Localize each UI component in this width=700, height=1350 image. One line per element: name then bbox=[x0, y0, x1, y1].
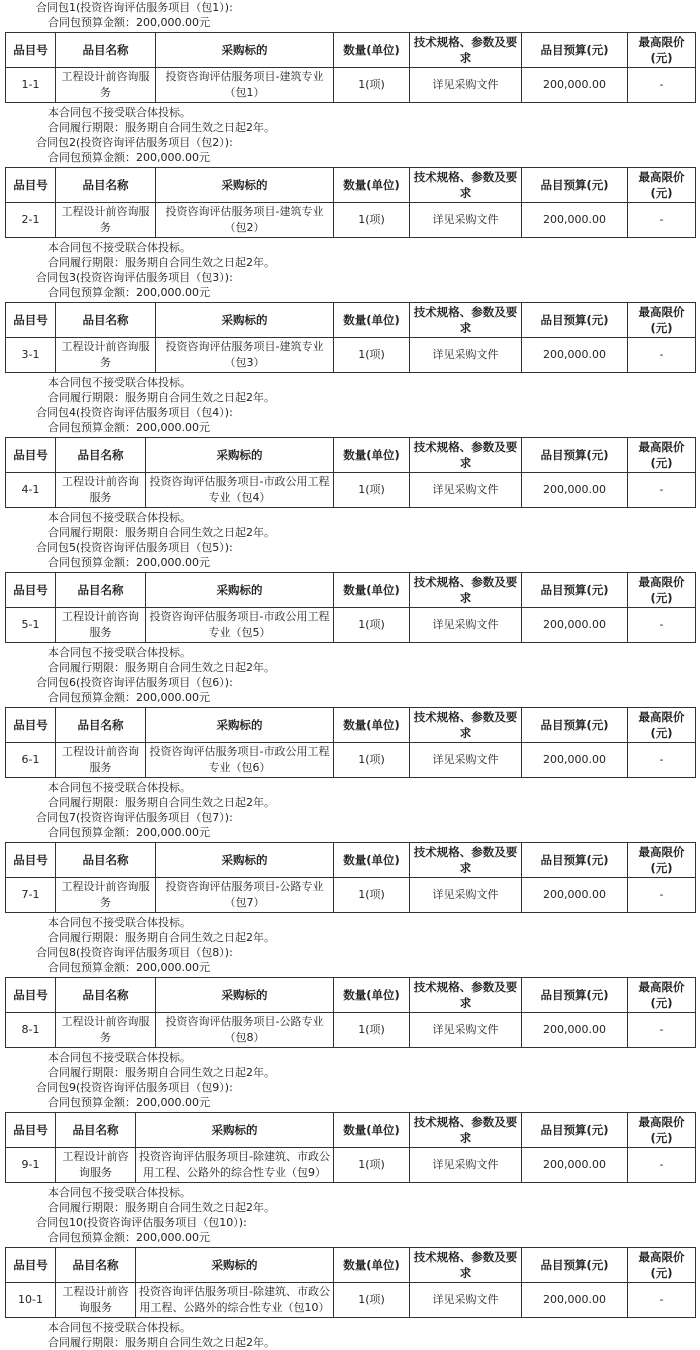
spec-cell: 详见采购文件 bbox=[410, 878, 522, 913]
consortium-note: 本合同包不接受联合体投标。 bbox=[48, 1051, 191, 1064]
package-table bbox=[5, 707, 696, 778]
package-table bbox=[5, 572, 696, 643]
consortium-note: 本合同包不接受联合体投标。 bbox=[48, 916, 191, 929]
header-item-name: 品目名称 bbox=[56, 33, 156, 68]
spec-cell: 详见采购文件 bbox=[410, 608, 522, 643]
header-max-price: 最高限价(元) bbox=[628, 33, 696, 68]
header-item-number: 品目号 bbox=[6, 168, 56, 203]
header-item-number: 品目号 bbox=[6, 303, 56, 338]
header-max-price: 最高限价(元) bbox=[628, 168, 696, 203]
item-name-cell: 工程设计前咨询服务 bbox=[56, 203, 156, 238]
header-item-number: 品目号 bbox=[6, 708, 56, 743]
procurement-subject-cell: 投资咨询评估服务项目-建筑专业（包3） bbox=[156, 338, 334, 373]
item-name-cell: 工程设计前咨询服务 bbox=[56, 608, 146, 643]
table-header-row bbox=[6, 33, 696, 68]
header-item-number: 品目号 bbox=[6, 1248, 56, 1283]
max-price-cell: - bbox=[628, 338, 696, 373]
package-table bbox=[5, 437, 696, 508]
header-item-budget: 品目预算(元) bbox=[522, 978, 628, 1013]
header-procurement-subject: 采购标的 bbox=[156, 843, 334, 878]
max-price-cell: - bbox=[628, 1148, 696, 1183]
header-spec: 技术规格、参数及要求 bbox=[410, 708, 522, 743]
table-header-row bbox=[6, 1113, 696, 1148]
header-procurement-subject: 采购标的 bbox=[136, 1113, 334, 1148]
item-name-cell: 工程设计前咨询服务 bbox=[56, 1148, 136, 1183]
table-row bbox=[6, 1283, 696, 1318]
item-budget-cell: 200,000.00 bbox=[522, 608, 628, 643]
quantity-cell: 1(项) bbox=[334, 608, 410, 643]
header-item-name: 品目名称 bbox=[56, 708, 146, 743]
contract-package-section bbox=[0, 945, 700, 1080]
package-budget: 合同包预算金额：200,000.00元 bbox=[48, 286, 210, 299]
consortium-note: 本合同包不接受联合体投标。 bbox=[48, 646, 191, 659]
header-quantity: 数量(单位) bbox=[334, 708, 410, 743]
consortium-note: 本合同包不接受联合体投标。 bbox=[48, 241, 191, 254]
consortium-note: 本合同包不接受联合体投标。 bbox=[48, 1321, 191, 1334]
header-quantity: 数量(单位) bbox=[334, 303, 410, 338]
item-number-cell: 9-1 bbox=[6, 1148, 56, 1183]
header-item-number: 品目号 bbox=[6, 33, 56, 68]
package-title: 合同包9(投资咨询评估服务项目（包9）): bbox=[36, 1081, 233, 1094]
spec-cell: 详见采购文件 bbox=[410, 743, 522, 778]
item-budget-cell: 200,000.00 bbox=[522, 473, 628, 508]
header-spec: 技术规格、参数及要求 bbox=[410, 978, 522, 1013]
item-budget-cell: 200,000.00 bbox=[522, 68, 628, 103]
item-name-cell: 工程设计前咨询服务 bbox=[56, 338, 156, 373]
package-title: 合同包3(投资咨询评估服务项目（包3）): bbox=[36, 271, 233, 284]
max-price-cell: - bbox=[628, 743, 696, 778]
table-header-row bbox=[6, 573, 696, 608]
spec-cell: 详见采购文件 bbox=[410, 1283, 522, 1318]
quantity-cell: 1(项) bbox=[334, 473, 410, 508]
contract-package-section bbox=[0, 135, 700, 270]
header-max-price: 最高限价(元) bbox=[628, 1113, 696, 1148]
package-budget: 合同包预算金额：200,000.00元 bbox=[48, 961, 210, 974]
contract-package-section bbox=[0, 540, 700, 675]
header-max-price: 最高限价(元) bbox=[628, 438, 696, 473]
header-quantity: 数量(单位) bbox=[334, 1248, 410, 1283]
package-budget: 合同包预算金额：200,000.00元 bbox=[48, 1096, 210, 1109]
procurement-subject-cell: 投资咨询评估服务项目-除建筑、市政公用工程、公路外的综合性专业（包9） bbox=[136, 1148, 334, 1183]
package-title: 合同包10(投资咨询评估服务项目（包10）): bbox=[36, 1216, 247, 1229]
max-price-cell: - bbox=[628, 608, 696, 643]
table-row bbox=[6, 338, 696, 373]
header-item-name: 品目名称 bbox=[56, 1113, 136, 1148]
table-header-row bbox=[6, 1248, 696, 1283]
table-header-row bbox=[6, 708, 696, 743]
procurement-subject-cell: 投资咨询评估服务项目-市政公用工程专业（包6） bbox=[146, 743, 334, 778]
header-quantity: 数量(单位) bbox=[334, 978, 410, 1013]
header-item-name: 品目名称 bbox=[56, 1248, 136, 1283]
table-header-row bbox=[6, 843, 696, 878]
quantity-cell: 1(项) bbox=[334, 338, 410, 373]
package-table bbox=[5, 842, 696, 913]
header-max-price: 最高限价(元) bbox=[628, 708, 696, 743]
header-procurement-subject: 采购标的 bbox=[136, 1248, 334, 1283]
package-title: 合同包4(投资咨询评估服务项目（包4）): bbox=[36, 406, 233, 419]
item-number-cell: 10-1 bbox=[6, 1283, 56, 1318]
table-row bbox=[6, 1013, 696, 1048]
header-item-number: 品目号 bbox=[6, 1113, 56, 1148]
table-row bbox=[6, 1148, 696, 1183]
item-number-cell: 6-1 bbox=[6, 743, 56, 778]
max-price-cell: - bbox=[628, 203, 696, 238]
package-budget: 合同包预算金额：200,000.00元 bbox=[48, 151, 210, 164]
header-item-budget: 品目预算(元) bbox=[522, 33, 628, 68]
header-item-name: 品目名称 bbox=[56, 438, 146, 473]
table-row bbox=[6, 743, 696, 778]
header-max-price: 最高限价(元) bbox=[628, 978, 696, 1013]
procurement-subject-cell: 投资咨询评估服务项目-建筑专业（包1） bbox=[156, 68, 334, 103]
header-item-budget: 品目预算(元) bbox=[522, 438, 628, 473]
spec-cell: 详见采购文件 bbox=[410, 1013, 522, 1048]
max-price-cell: - bbox=[628, 1013, 696, 1048]
contract-term-note: 合同履行期限：服务期自合同生效之日起2年。 bbox=[48, 661, 275, 674]
header-spec: 技术规格、参数及要求 bbox=[410, 303, 522, 338]
header-item-budget: 品目预算(元) bbox=[522, 843, 628, 878]
header-max-price: 最高限价(元) bbox=[628, 303, 696, 338]
header-item-name: 品目名称 bbox=[56, 303, 156, 338]
contract-term-note: 合同履行期限：服务期自合同生效之日起2年。 bbox=[48, 931, 275, 944]
table-row bbox=[6, 878, 696, 913]
package-title: 合同包2(投资咨询评估服务项目（包2）): bbox=[36, 136, 233, 149]
contract-package-section bbox=[0, 810, 700, 945]
header-item-name: 品目名称 bbox=[56, 978, 156, 1013]
package-table bbox=[5, 167, 696, 238]
procurement-subject-cell: 投资咨询评估服务项目-建筑专业（包2） bbox=[156, 203, 334, 238]
contract-package-section bbox=[0, 1080, 700, 1215]
contract-package-section bbox=[0, 675, 700, 810]
item-budget-cell: 200,000.00 bbox=[522, 743, 628, 778]
procurement-subject-cell: 投资咨询评估服务项目-市政公用工程专业（包4） bbox=[146, 473, 334, 508]
item-number-cell: 8-1 bbox=[6, 1013, 56, 1048]
package-table bbox=[5, 32, 696, 103]
contract-package-section bbox=[0, 405, 700, 540]
spec-cell: 详见采购文件 bbox=[410, 473, 522, 508]
header-item-number: 品目号 bbox=[6, 843, 56, 878]
header-spec: 技术规格、参数及要求 bbox=[410, 843, 522, 878]
consortium-note: 本合同包不接受联合体投标。 bbox=[48, 1186, 191, 1199]
header-item-name: 品目名称 bbox=[56, 843, 156, 878]
package-title: 合同包8(投资咨询评估服务项目（包8）): bbox=[36, 946, 233, 959]
contract-term-note: 合同履行期限：服务期自合同生效之日起2年。 bbox=[48, 796, 275, 809]
package-table bbox=[5, 1247, 696, 1318]
package-table bbox=[5, 1112, 696, 1183]
header-quantity: 数量(单位) bbox=[334, 33, 410, 68]
package-budget: 合同包预算金额：200,000.00元 bbox=[48, 556, 210, 569]
item-name-cell: 工程设计前咨询服务 bbox=[56, 1283, 136, 1318]
table-header-row bbox=[6, 168, 696, 203]
header-item-number: 品目号 bbox=[6, 438, 56, 473]
contract-term-note: 合同履行期限：服务期自合同生效之日起2年。 bbox=[48, 526, 275, 539]
header-item-budget: 品目预算(元) bbox=[522, 1248, 628, 1283]
table-header-row bbox=[6, 978, 696, 1013]
item-budget-cell: 200,000.00 bbox=[522, 338, 628, 373]
header-item-name: 品目名称 bbox=[56, 168, 156, 203]
item-budget-cell: 200,000.00 bbox=[522, 1013, 628, 1048]
item-number-cell: 3-1 bbox=[6, 338, 56, 373]
header-item-budget: 品目预算(元) bbox=[522, 168, 628, 203]
contract-package-section bbox=[0, 0, 700, 135]
header-procurement-subject: 采购标的 bbox=[156, 168, 334, 203]
header-procurement-subject: 采购标的 bbox=[146, 438, 334, 473]
header-quantity: 数量(单位) bbox=[334, 573, 410, 608]
spec-cell: 详见采购文件 bbox=[410, 1148, 522, 1183]
header-item-number: 品目号 bbox=[6, 978, 56, 1013]
contract-package-section bbox=[0, 1215, 700, 1350]
header-spec: 技术规格、参数及要求 bbox=[410, 438, 522, 473]
procurement-subject-cell: 投资咨询评估服务项目-公路专业（包7） bbox=[156, 878, 334, 913]
item-name-cell: 工程设计前咨询服务 bbox=[56, 473, 146, 508]
item-budget-cell: 200,000.00 bbox=[522, 203, 628, 238]
package-title: 合同包5(投资咨询评估服务项目（包5）): bbox=[36, 541, 233, 554]
item-number-cell: 2-1 bbox=[6, 203, 56, 238]
package-title: 合同包6(投资咨询评估服务项目（包6）): bbox=[36, 676, 233, 689]
item-name-cell: 工程设计前咨询服务 bbox=[56, 1013, 156, 1048]
header-procurement-subject: 采购标的 bbox=[146, 708, 334, 743]
item-number-cell: 5-1 bbox=[6, 608, 56, 643]
item-budget-cell: 200,000.00 bbox=[522, 1148, 628, 1183]
header-item-number: 品目号 bbox=[6, 573, 56, 608]
quantity-cell: 1(项) bbox=[334, 878, 410, 913]
consortium-note: 本合同包不接受联合体投标。 bbox=[48, 376, 191, 389]
package-table bbox=[5, 302, 696, 373]
contract-term-note: 合同履行期限：服务期自合同生效之日起2年。 bbox=[48, 1336, 275, 1349]
package-budget: 合同包预算金额：200,000.00元 bbox=[48, 16, 210, 29]
item-name-cell: 工程设计前咨询服务 bbox=[56, 743, 146, 778]
contract-term-note: 合同履行期限：服务期自合同生效之日起2年。 bbox=[48, 1066, 275, 1079]
header-quantity: 数量(单位) bbox=[334, 168, 410, 203]
table-row bbox=[6, 608, 696, 643]
header-item-name: 品目名称 bbox=[56, 573, 146, 608]
header-item-budget: 品目预算(元) bbox=[522, 708, 628, 743]
item-number-cell: 7-1 bbox=[6, 878, 56, 913]
header-spec: 技术规格、参数及要求 bbox=[410, 1248, 522, 1283]
header-item-budget: 品目预算(元) bbox=[522, 1113, 628, 1148]
spec-cell: 详见采购文件 bbox=[410, 338, 522, 373]
contract-term-note: 合同履行期限：服务期自合同生效之日起2年。 bbox=[48, 1201, 275, 1214]
header-quantity: 数量(单位) bbox=[334, 1113, 410, 1148]
max-price-cell: - bbox=[628, 878, 696, 913]
procurement-subject-cell: 投资咨询评估服务项目-市政公用工程专业（包5） bbox=[146, 608, 334, 643]
consortium-note: 本合同包不接受联合体投标。 bbox=[48, 781, 191, 794]
table-row bbox=[6, 473, 696, 508]
package-budget: 合同包预算金额：200,000.00元 bbox=[48, 826, 210, 839]
header-spec: 技术规格、参数及要求 bbox=[410, 33, 522, 68]
quantity-cell: 1(项) bbox=[334, 743, 410, 778]
header-max-price: 最高限价(元) bbox=[628, 1248, 696, 1283]
item-budget-cell: 200,000.00 bbox=[522, 1283, 628, 1318]
item-name-cell: 工程设计前咨询服务 bbox=[56, 878, 156, 913]
header-procurement-subject: 采购标的 bbox=[156, 303, 334, 338]
spec-cell: 详见采购文件 bbox=[410, 203, 522, 238]
contract-term-note: 合同履行期限：服务期自合同生效之日起2年。 bbox=[48, 121, 275, 134]
item-budget-cell: 200,000.00 bbox=[522, 878, 628, 913]
header-item-budget: 品目预算(元) bbox=[522, 573, 628, 608]
header-quantity: 数量(单位) bbox=[334, 438, 410, 473]
table-row bbox=[6, 68, 696, 103]
contract-term-note: 合同履行期限：服务期自合同生效之日起2年。 bbox=[48, 391, 275, 404]
procurement-subject-cell: 投资咨询评估服务项目-公路专业（包8） bbox=[156, 1013, 334, 1048]
package-budget: 合同包预算金额：200,000.00元 bbox=[48, 1231, 210, 1244]
header-max-price: 最高限价(元) bbox=[628, 843, 696, 878]
contract-term-note: 合同履行期限：服务期自合同生效之日起2年。 bbox=[48, 256, 275, 269]
max-price-cell: - bbox=[628, 473, 696, 508]
max-price-cell: - bbox=[628, 68, 696, 103]
procurement-subject-cell: 投资咨询评估服务项目-除建筑、市政公用工程、公路外的综合性专业（包10） bbox=[136, 1283, 334, 1318]
header-quantity: 数量(单位) bbox=[334, 843, 410, 878]
header-spec: 技术规格、参数及要求 bbox=[410, 573, 522, 608]
quantity-cell: 1(项) bbox=[334, 1148, 410, 1183]
header-item-budget: 品目预算(元) bbox=[522, 303, 628, 338]
table-header-row bbox=[6, 303, 696, 338]
header-procurement-subject: 采购标的 bbox=[146, 573, 334, 608]
spec-cell: 详见采购文件 bbox=[410, 68, 522, 103]
header-spec: 技术规格、参数及要求 bbox=[410, 1113, 522, 1148]
table-header-row bbox=[6, 438, 696, 473]
package-title: 合同包7(投资咨询评估服务项目（包7）): bbox=[36, 811, 233, 824]
quantity-cell: 1(项) bbox=[334, 1283, 410, 1318]
header-spec: 技术规格、参数及要求 bbox=[410, 168, 522, 203]
table-row bbox=[6, 203, 696, 238]
max-price-cell: - bbox=[628, 1283, 696, 1318]
item-number-cell: 1-1 bbox=[6, 68, 56, 103]
package-title: 合同包1(投资咨询评估服务项目（包1）): bbox=[36, 1, 233, 14]
package-table bbox=[5, 977, 696, 1048]
contract-package-section bbox=[0, 270, 700, 405]
header-procurement-subject: 采购标的 bbox=[156, 978, 334, 1013]
header-procurement-subject: 采购标的 bbox=[156, 33, 334, 68]
header-max-price: 最高限价(元) bbox=[628, 573, 696, 608]
package-budget: 合同包预算金额：200,000.00元 bbox=[48, 691, 210, 704]
item-name-cell: 工程设计前咨询服务 bbox=[56, 68, 156, 103]
consortium-note: 本合同包不接受联合体投标。 bbox=[48, 511, 191, 524]
quantity-cell: 1(项) bbox=[334, 68, 410, 103]
quantity-cell: 1(项) bbox=[334, 1013, 410, 1048]
item-number-cell: 4-1 bbox=[6, 473, 56, 508]
consortium-note: 本合同包不接受联合体投标。 bbox=[48, 106, 191, 119]
quantity-cell: 1(项) bbox=[334, 203, 410, 238]
package-budget: 合同包预算金额：200,000.00元 bbox=[48, 421, 210, 434]
